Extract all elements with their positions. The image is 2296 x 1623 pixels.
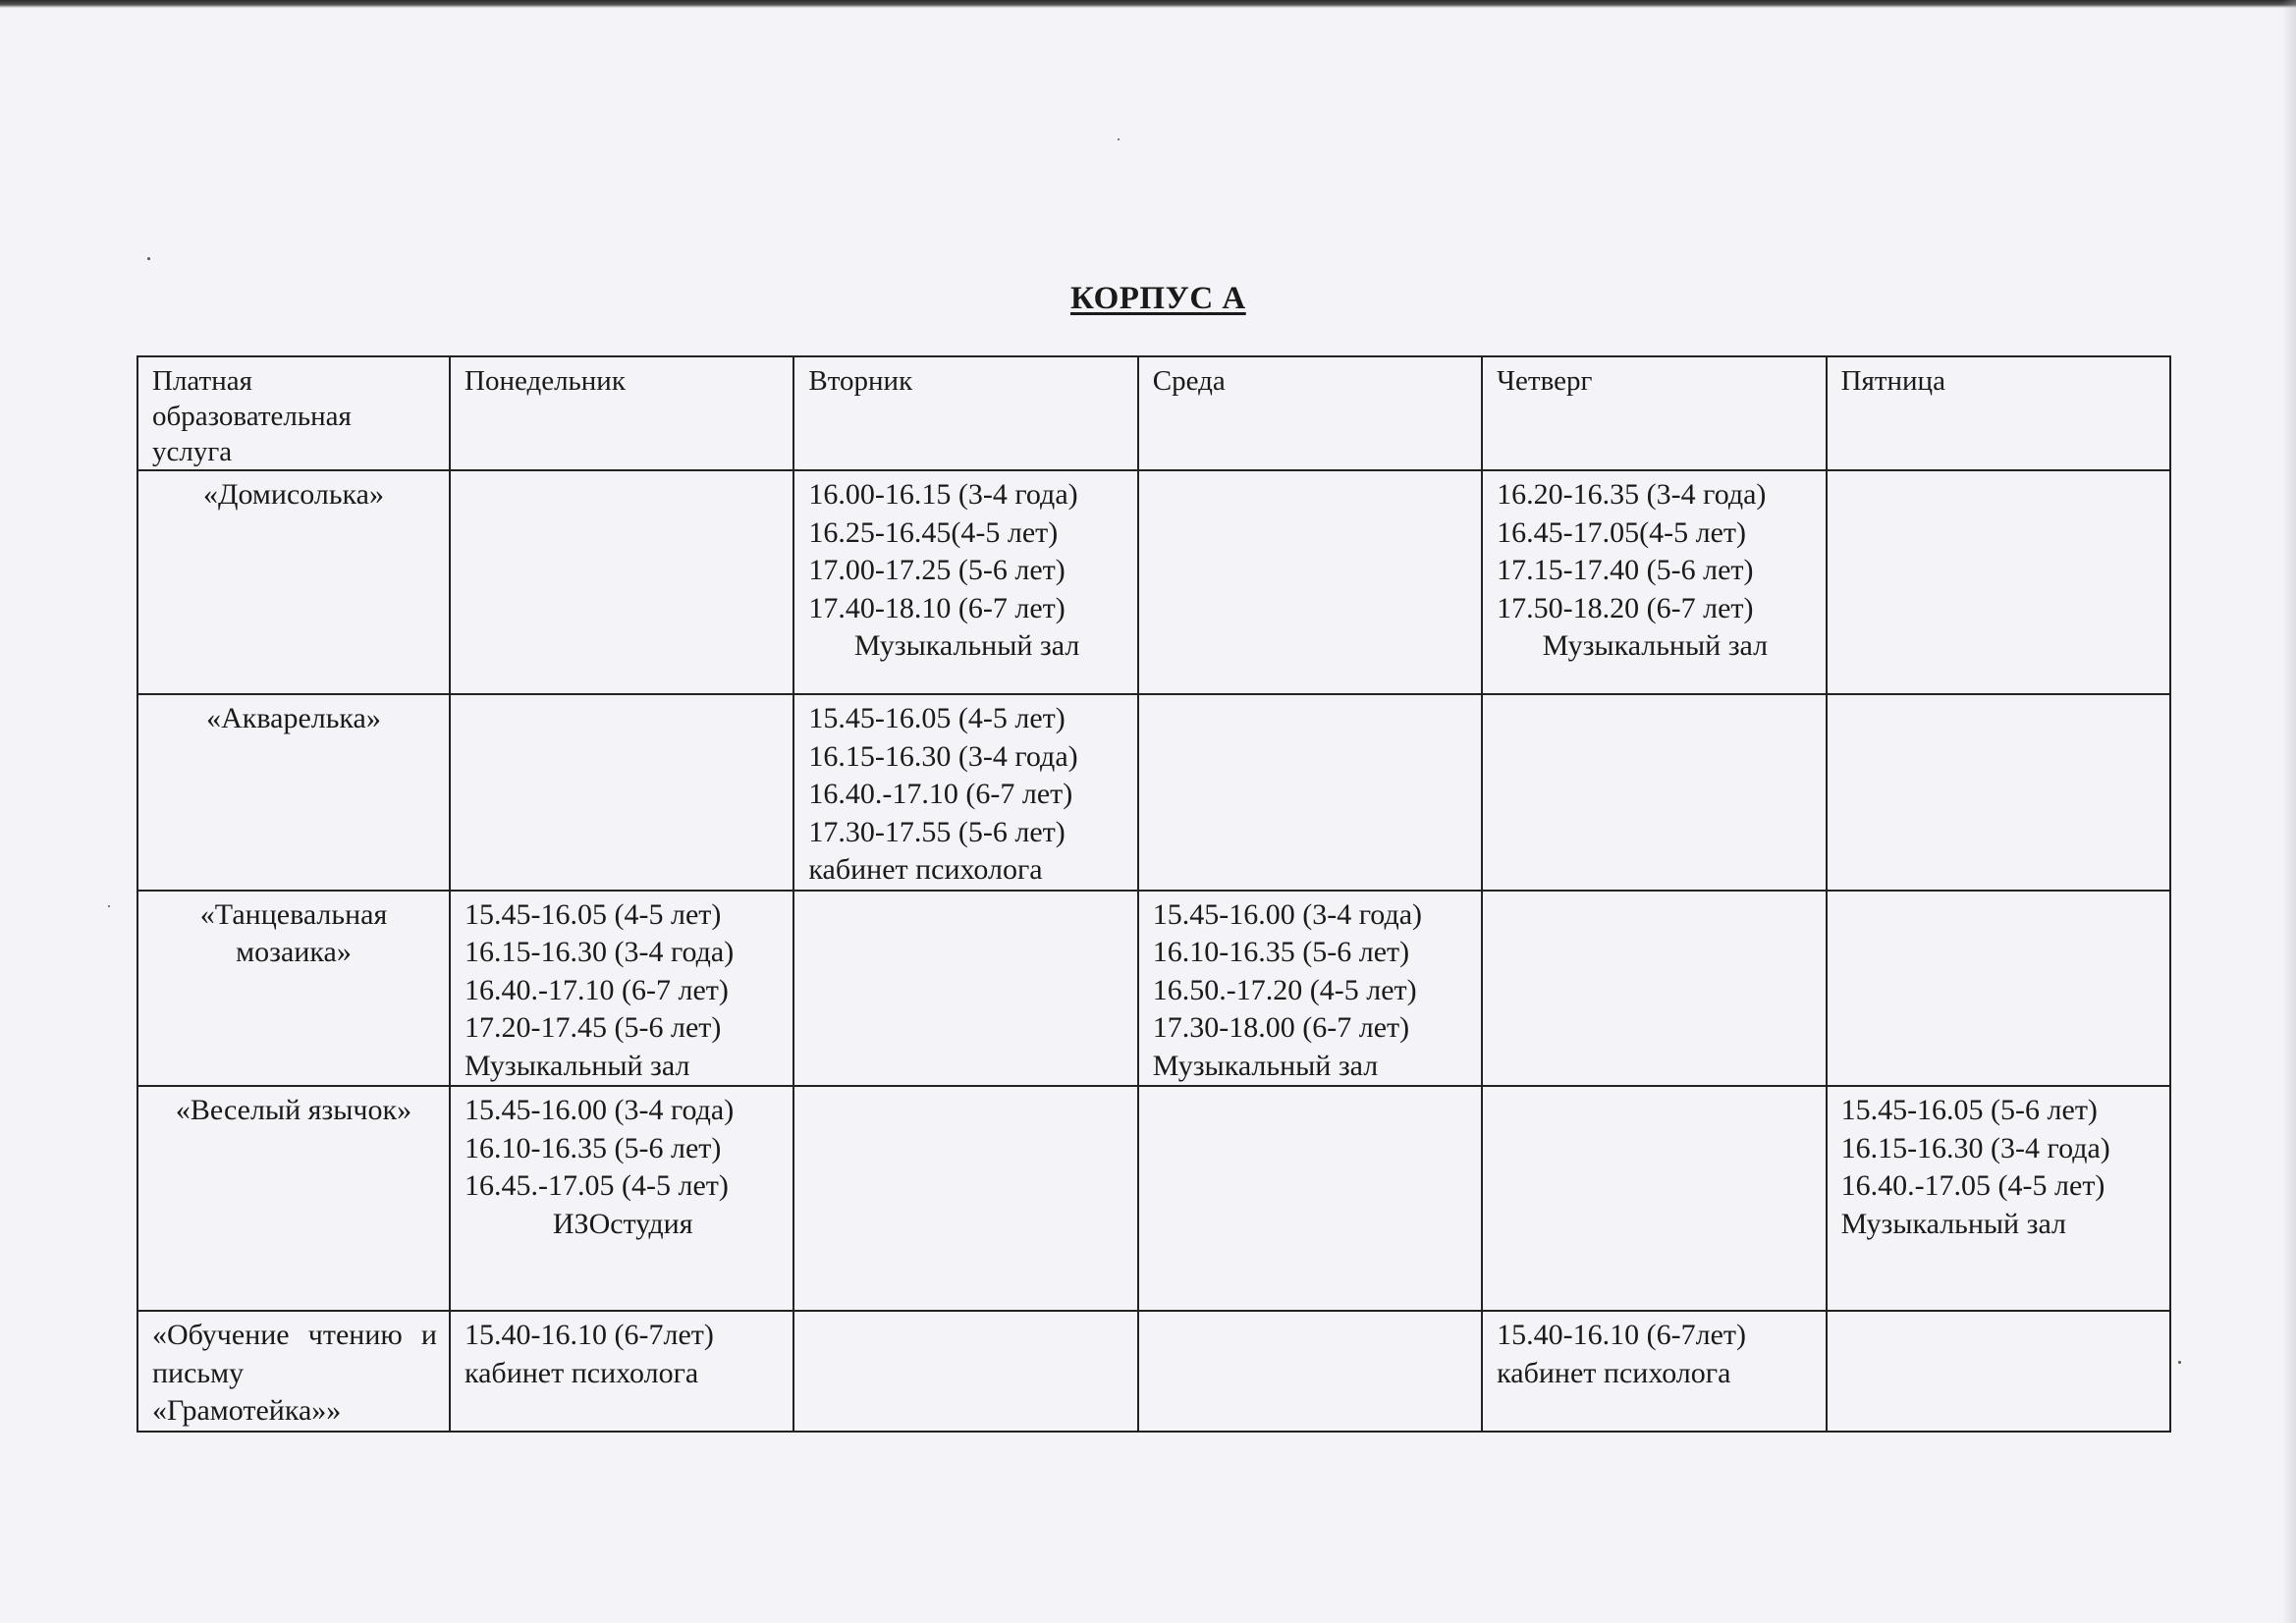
table-row — [137, 1086, 2170, 1311]
room-label: кабинет психолога — [1497, 1356, 1731, 1389]
time-slot: 16.40.-17.10 (6-7 лет) — [808, 778, 1073, 810]
scan-speck — [108, 905, 110, 907]
schedule-cell-monday — [450, 1086, 793, 1311]
schedule-cell-friday — [1827, 694, 2170, 891]
time-slot: 16.15-16.30 (3-4 года) — [465, 936, 735, 968]
time-slot: 16.00-16.15 (3-4 года) — [808, 478, 1078, 511]
time-slot: 16.45.-17.05 (4-5 лет) — [465, 1169, 729, 1202]
table-row — [137, 891, 2170, 1087]
time-slot: 16.10-16.35 (5-6 лет) — [465, 1131, 722, 1164]
schedule-cell-tuesday — [793, 1311, 1137, 1432]
schedule-cell-wednesday — [1138, 1311, 1482, 1432]
room-label: Музыкальный зал — [853, 629, 1080, 662]
header-thursday: Четверг — [1482, 356, 1826, 470]
header-monday: Понедельник — [450, 356, 793, 470]
time-slot: 16.40.-17.10 (6-7 лет) — [465, 973, 729, 1006]
service-name: «Веселый язычок» — [137, 1086, 450, 1311]
header-service: Платная образовательная услуга — [137, 356, 450, 470]
time-slot: 16.40.-17.05 (4-5 лет) — [1840, 1169, 2105, 1202]
schedule-cell-monday — [450, 470, 793, 694]
schedule-cell-tuesday — [793, 470, 1137, 694]
schedule-cell-thursday — [1482, 891, 1826, 1087]
time-slot: 16.15-16.30 (3-4 года) — [1840, 1131, 2110, 1164]
service-name: «Танцевальная мозаика» — [137, 891, 450, 1087]
schedule-cell-monday — [450, 1311, 793, 1432]
time-slot: 15.45-16.05 (4-5 лет) — [808, 702, 1066, 734]
room-label: кабинет психолога — [808, 853, 1043, 886]
time-slot: 17.30-18.00 (6-7 лет) — [1152, 1011, 1410, 1044]
scan-speck — [2178, 1361, 2181, 1364]
time-slot: 16.25-16.45(4-5 лет) — [808, 515, 1059, 549]
scan-speck — [147, 257, 150, 260]
header-row — [137, 356, 2170, 470]
time-slot: 16.50.-17.20 (4-5 лет) — [1152, 973, 1417, 1006]
room-label: Музыкальный зал — [465, 1049, 690, 1082]
time-slot: 16.10-16.35 (5-6 лет) — [1152, 936, 1410, 968]
room-label: Музыкальный зал — [1152, 1049, 1379, 1082]
room-label: Музыкальный зал — [1840, 1207, 2067, 1240]
page-title: КОРПУС А — [1070, 281, 1246, 316]
service-name: «Акварелька» — [137, 694, 450, 891]
scan-top-edge — [0, 0, 2296, 8]
scan-speck — [1118, 138, 1120, 140]
schedule-cell-friday — [1827, 1311, 2170, 1432]
schedule-cell-thursday — [1482, 1086, 1826, 1311]
schedule-cell-wednesday — [1138, 470, 1482, 694]
schedule-cell-friday — [1827, 891, 2170, 1087]
time-slot: 15.45-16.05 (5-6 лет) — [1840, 1094, 2098, 1126]
schedule-cell-friday — [1827, 1086, 2170, 1311]
room-label: Музыкальный зал — [1542, 629, 1769, 662]
time-slot: 17.15-17.40 (5-6 лет) — [1497, 554, 1754, 586]
table-row — [137, 1311, 2170, 1432]
schedule-cell-thursday — [1482, 1311, 1826, 1432]
scan-right-edge — [2282, 0, 2296, 1623]
table-row — [137, 470, 2170, 694]
time-slot: 17.50-18.20 (6-7 лет) — [1497, 591, 1754, 624]
time-slot: 16.45-17.05(4-5 лет) — [1497, 515, 1747, 549]
service-name: «Домисолька» — [137, 470, 450, 694]
time-slot: 17.30-17.55 (5-6 лет) — [808, 815, 1066, 848]
header-tuesday: Вторник — [793, 356, 1137, 470]
room-label: ИЗОстудия — [552, 1207, 693, 1240]
header-wednesday: Среда — [1138, 356, 1482, 470]
schedule-cell-thursday — [1482, 694, 1826, 891]
header-friday: Пятница — [1827, 356, 2170, 470]
time-slot: 15.45-16.00 (3-4 года) — [1152, 897, 1423, 931]
schedule-cell-tuesday — [793, 694, 1137, 891]
time-slot: 15.45-16.05 (4-5 лет) — [465, 897, 722, 931]
time-slot: 17.20-17.45 (5-6 лет) — [465, 1011, 722, 1044]
time-slot: 17.40-18.10 (6-7 лет) — [808, 591, 1066, 624]
service-name: «Обучение чтению и письму «Грамотейка»» — [137, 1311, 450, 1432]
schedule-cell-wednesday — [1138, 1086, 1482, 1311]
room-label: кабинет психолога — [465, 1356, 699, 1389]
time-slot: 15.45-16.00 (3-4 года) — [465, 1094, 735, 1126]
schedule-cell-thursday — [1482, 470, 1826, 694]
schedule-cell-friday — [1827, 470, 2170, 694]
time-slot: 16.15-16.30 (3-4 года) — [808, 739, 1078, 773]
time-slot: 15.40-16.10 (6-7лет) — [1497, 1319, 1747, 1351]
time-slot: 16.20-16.35 (3-4 года) — [1497, 478, 1767, 511]
time-slot: 17.00-17.25 (5-6 лет) — [808, 554, 1066, 586]
schedule-cell-tuesday — [793, 1086, 1137, 1311]
schedule-cell-wednesday — [1138, 891, 1482, 1087]
time-slot: 15.40-16.10 (6-7лет) — [465, 1319, 714, 1351]
schedule-cell-tuesday — [793, 891, 1137, 1087]
table-row — [137, 694, 2170, 891]
schedule-cell-wednesday — [1138, 694, 1482, 891]
schedule-table — [137, 355, 2171, 1433]
schedule-cell-monday — [450, 891, 793, 1087]
schedule-cell-monday — [450, 694, 793, 891]
